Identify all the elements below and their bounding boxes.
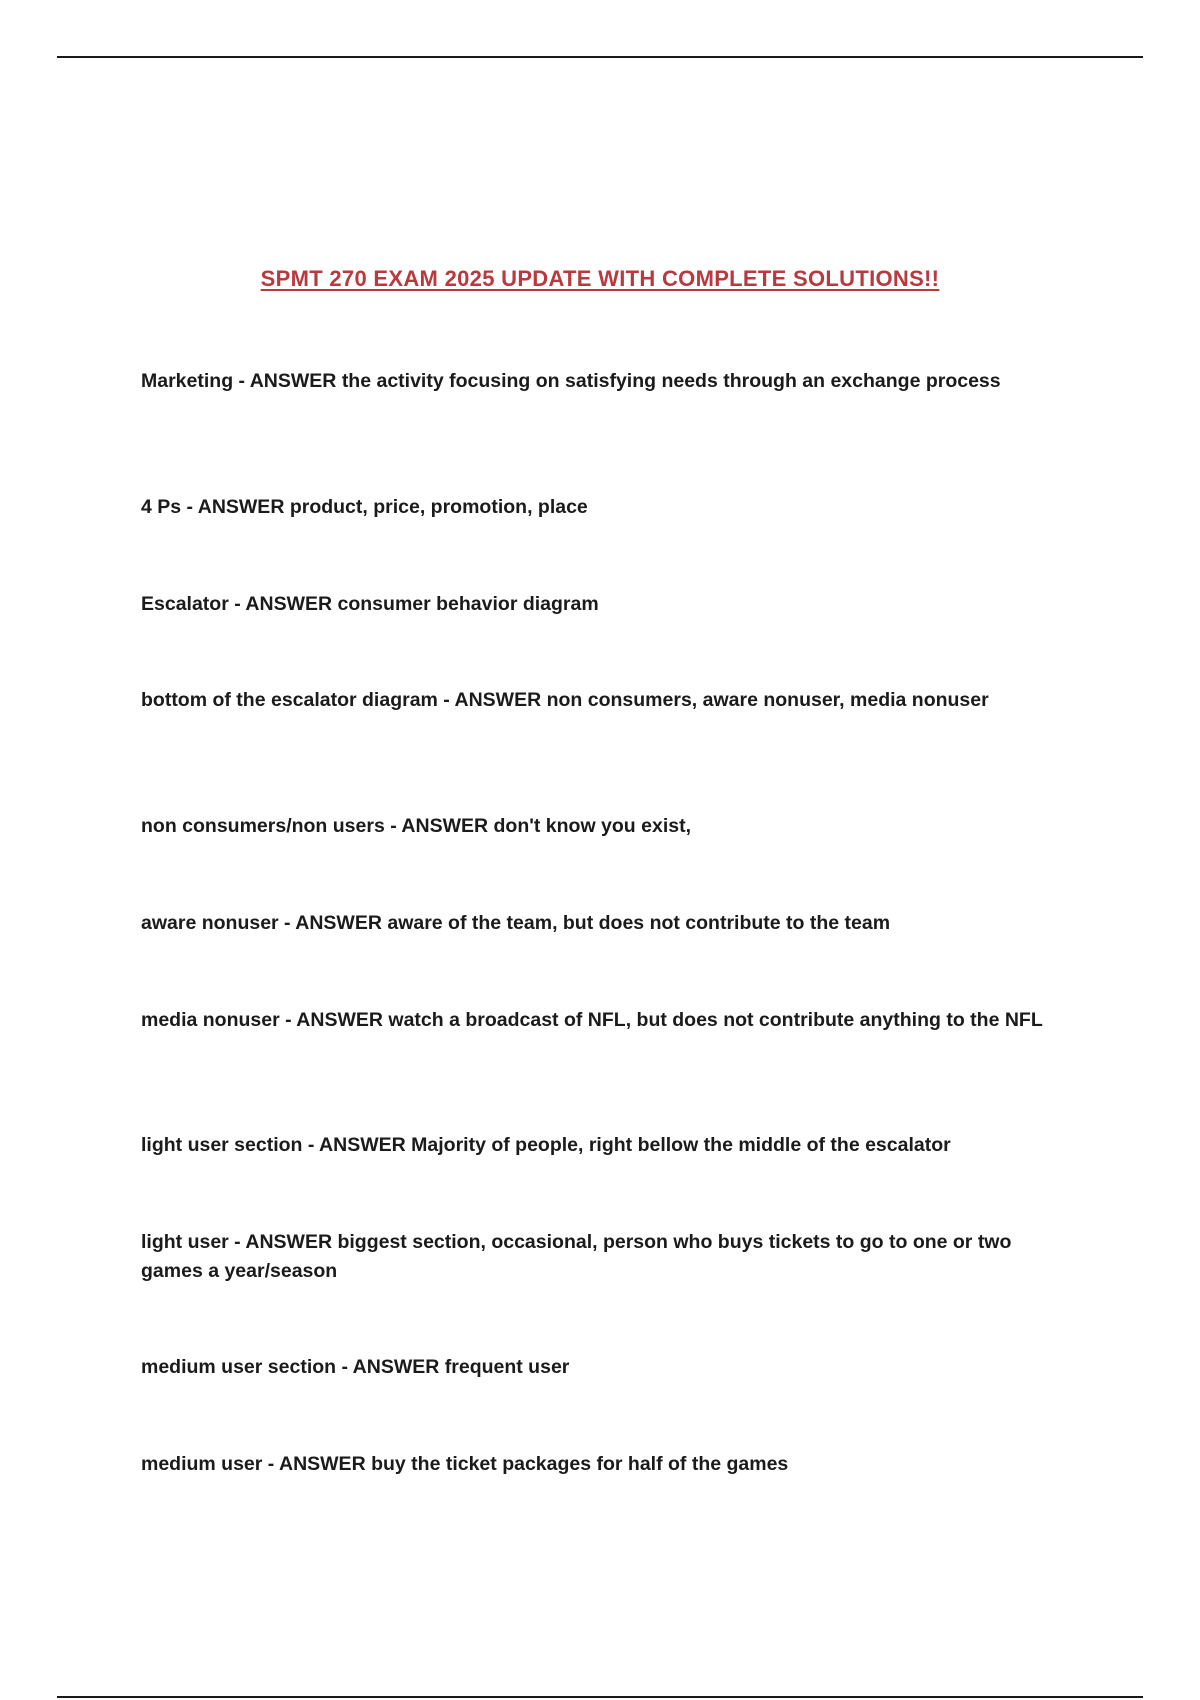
bottom-divider [57,1696,1143,1698]
qa-answer: the activity focusing on satisfying needs through an exchange process [341,370,1001,392]
qa-item-medium-user [141,1450,1071,1479]
qa-item-escalator [141,590,1071,619]
qa-term: 4 Ps [141,496,182,518]
qa-separator: - ANSWER [302,1134,412,1156]
qa-answer: consumer behavior diagram [337,593,599,615]
qa-term: media nonuser [141,1009,280,1031]
qa-answer: Majority of people, right bellow the middle of the escalator [411,1134,951,1156]
qa-term: light user section [141,1134,303,1156]
qa-separator: - ANSWER [233,370,342,392]
document-title: SPMT 270 EXAM 2025 UPDATE WITH COMPLETE SOLUTIONS!! [260,266,940,291]
qa-term: aware nonuser [141,912,279,934]
qa-term: Marketing [141,370,234,392]
qa-term: medium user [141,1453,263,1475]
qa-item-medium-user-section [141,1353,1071,1382]
qa-separator: - ANSWER [437,689,547,711]
top-divider [57,56,1143,58]
qa-separator: - ANSWER [336,1356,445,1378]
qa-term: bottom of the escalator diagram [141,689,438,711]
qa-item-media-nonuser [141,1006,1071,1035]
qa-separator: - ANSWER [181,496,290,518]
qa-item-marketing [141,367,1071,396]
qa-answer: don't know you exist, [493,815,692,837]
qa-answer: aware of the team, but does not contribute to the team [387,912,891,934]
qa-answer: buy the ticket packages for half of the games [371,1453,789,1475]
qa-answer: biggest section, occasional, person who buys tickets to go to one or two games a year/season [141,1231,1012,1282]
qa-separator: - ANSWER [384,815,494,837]
qa-answer: product, price, promotion, place [289,496,588,518]
qa-answer: frequent user [444,1356,570,1378]
qa-item-light-user [141,1228,1071,1286]
qa-separator: - ANSWER [262,1453,372,1475]
qa-term: non consumers/non users [141,815,385,837]
qa-separator: - ANSWER [279,1009,389,1031]
qa-item-aware-nonuser [141,909,1071,938]
qa-answer: watch a broadcast of NFL, but does not contribute anything to the NFL [388,1009,1043,1031]
qa-separator: - ANSWER [228,593,338,615]
qa-separator: - ANSWER [278,912,388,934]
qa-term: Escalator [141,593,229,615]
qa-term: light user [141,1231,229,1253]
qa-item-light-user-section [141,1131,1071,1160]
qa-item-non-consumers [141,812,1071,841]
qa-term: medium user section [141,1356,337,1378]
qa-item-4ps [141,493,1071,522]
qa-item-bottom-of-escalator [141,686,1071,715]
qa-answer: non consumers, aware nonuser, media nonuser [546,689,989,711]
qa-separator: - ANSWER [228,1231,338,1253]
